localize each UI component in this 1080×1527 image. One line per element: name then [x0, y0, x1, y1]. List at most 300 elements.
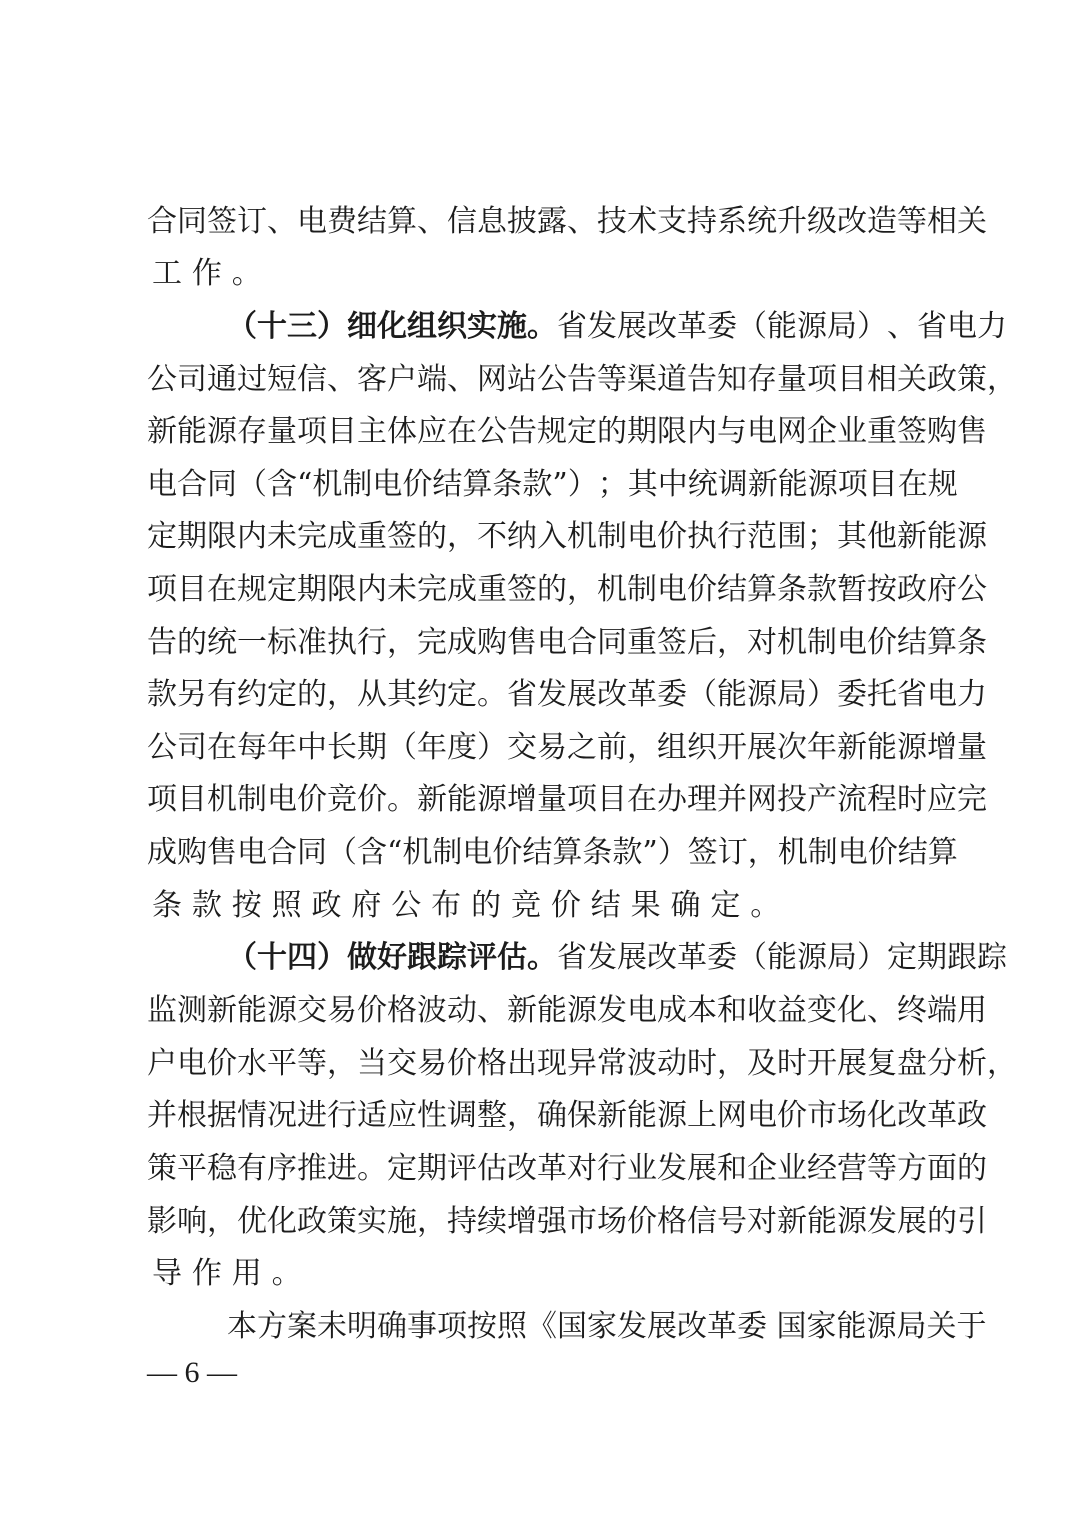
- body-char: 益: [777, 993, 807, 1028]
- body-char: 术: [627, 204, 657, 239]
- body-char: 和: [717, 993, 747, 1028]
- body-char: 工: [151, 256, 182, 291]
- body-char: 项: [147, 572, 177, 607]
- body-char: 网: [477, 362, 507, 397]
- body-char: 新: [777, 1204, 807, 1239]
- body-char: 算: [927, 625, 957, 660]
- body-char: 公: [147, 730, 177, 765]
- body-char: 售: [507, 625, 537, 660]
- body-char: 。: [357, 1151, 387, 1186]
- body-char: 对: [567, 1151, 597, 1186]
- text-line: [147, 1096, 987, 1136]
- text-line: [147, 1254, 945, 1294]
- body-char: 条: [151, 888, 182, 923]
- body-char: 重: [357, 519, 387, 554]
- body-char: 组: [657, 730, 687, 765]
- body-char: 改: [647, 940, 677, 975]
- body-char: 应: [387, 1098, 417, 1133]
- body-char: 行: [597, 1151, 627, 1186]
- body-char: 机: [207, 782, 237, 817]
- body-char: 变: [807, 993, 837, 1028]
- body-char: 同: [207, 467, 237, 502]
- body-char: 期: [917, 940, 947, 975]
- body-char: 析: [957, 1046, 987, 1081]
- body-char: 整: [477, 1098, 507, 1133]
- body-char: 改: [507, 1151, 537, 1186]
- body-char: 告: [507, 414, 537, 449]
- section-heading-char: ）: [317, 940, 347, 975]
- body-char: 。: [231, 256, 262, 291]
- body-char: 主: [357, 414, 387, 449]
- body-char: 委: [707, 309, 737, 344]
- body-char: 新: [207, 993, 237, 1028]
- text-line: [147, 202, 987, 242]
- body-char: 新: [597, 1098, 627, 1133]
- body-char: 易: [417, 1046, 447, 1081]
- body-char: 进: [297, 1098, 327, 1133]
- body-char: 款: [612, 835, 643, 870]
- body-char: 展: [837, 1046, 867, 1081]
- text-line: [147, 1149, 987, 1189]
- body-char: 告: [567, 362, 597, 397]
- body-char: 政: [897, 572, 927, 607]
- body-char: 交: [507, 730, 537, 765]
- body-char: 内: [357, 572, 387, 607]
- body-char: 的: [537, 572, 567, 607]
- body-char: 价: [627, 1204, 657, 1239]
- body-char: 按: [467, 1309, 497, 1344]
- body-char: 源: [957, 519, 987, 554]
- body-char: 的: [177, 625, 207, 660]
- body-char: 竞: [327, 782, 357, 817]
- body-char: 定: [387, 1151, 417, 1186]
- body-char: 购: [927, 414, 957, 449]
- body-char: 强: [537, 1204, 567, 1239]
- body-char: 期: [627, 414, 657, 449]
- body-char: 改: [677, 1309, 707, 1344]
- body-char: 有: [207, 677, 237, 712]
- body-char: ）: [857, 309, 887, 344]
- body-char: [767, 1307, 777, 1347]
- body-char: ）: [857, 940, 887, 975]
- body-char: 目: [177, 572, 207, 607]
- body-char: 内: [237, 519, 267, 554]
- body-char: 根: [177, 1098, 207, 1133]
- body-char: 限: [207, 519, 237, 554]
- body-char: 局: [896, 1309, 927, 1344]
- body-char: 能: [867, 730, 897, 765]
- body-char: 家: [806, 1309, 837, 1344]
- body-char: ；: [597, 467, 628, 502]
- body-char: 发: [597, 993, 627, 1028]
- body-char: 电: [837, 625, 867, 660]
- body-char: 革: [927, 1098, 957, 1133]
- body-char: “: [387, 835, 403, 870]
- body-char: 其: [837, 519, 867, 554]
- body-char: 重: [627, 625, 657, 660]
- body-char: 价: [492, 835, 523, 870]
- body-char: 场: [837, 1098, 867, 1133]
- body-char: 成: [147, 835, 177, 870]
- body-char: 信: [687, 1204, 717, 1239]
- body-char: 电: [147, 467, 177, 502]
- body-char: 入: [537, 519, 567, 554]
- body-char: （: [737, 309, 767, 344]
- body-char: 用: [957, 993, 987, 1028]
- body-char: 信: [297, 362, 327, 397]
- body-char: 合: [147, 204, 177, 239]
- body-char: 电: [237, 835, 267, 870]
- section-heading-char: 三: [287, 309, 317, 344]
- text-line: [147, 254, 945, 294]
- body-char: 中: [657, 467, 688, 502]
- body-char: 波: [417, 993, 447, 1028]
- body-char: ，: [417, 1204, 447, 1239]
- body-char: 易: [327, 993, 357, 1028]
- body-char: 项: [297, 414, 327, 449]
- body-char: 号: [717, 1204, 747, 1239]
- body-char: 范: [747, 519, 777, 554]
- body-char: 完: [297, 519, 327, 554]
- body-char: 价: [657, 519, 687, 554]
- body-char: 能: [836, 1309, 867, 1344]
- body-char: 按: [231, 888, 262, 923]
- body-char: 。: [271, 1256, 302, 1291]
- body-char: ，: [987, 1046, 1017, 1081]
- body-char: 网: [717, 1098, 747, 1133]
- body-char: 款: [191, 888, 222, 923]
- body-char: 应: [417, 414, 447, 449]
- body-char: 估: [477, 1151, 507, 1186]
- body-char: 定: [267, 572, 297, 607]
- body-char: 在: [897, 467, 928, 502]
- body-char: 关: [926, 1309, 957, 1344]
- body-char: 业: [627, 1151, 657, 1186]
- body-char: 源: [747, 677, 777, 712]
- body-char: 年: [807, 730, 837, 765]
- body-char: 引: [957, 1204, 987, 1239]
- body-char: 定: [447, 677, 477, 712]
- body-char: 年: [417, 730, 447, 765]
- body-char: 购: [177, 835, 207, 870]
- body-char: 化: [867, 1098, 897, 1133]
- body-char: 从: [357, 677, 387, 712]
- body-char: 时: [687, 1046, 717, 1081]
- body-char: 的: [417, 519, 447, 554]
- body-char: 等: [597, 362, 627, 397]
- body-char: 电: [837, 835, 868, 870]
- body-char: 重: [867, 414, 897, 449]
- body-char: 短: [267, 362, 297, 397]
- body-char: 时: [897, 782, 927, 817]
- body-char: 展: [617, 940, 647, 975]
- body-char: ，: [507, 1098, 537, 1133]
- body-char: 府: [351, 888, 382, 923]
- body-char: 电: [657, 572, 687, 607]
- section-heading-char: 组: [407, 309, 437, 344]
- body-char: 其: [627, 467, 658, 502]
- body-char: 上: [687, 1098, 717, 1133]
- body-char: 订: [237, 204, 267, 239]
- body-char: 条: [777, 572, 807, 607]
- body-char: 款: [522, 467, 553, 502]
- body-char: 推: [297, 1151, 327, 1186]
- body-char: 展: [687, 1151, 717, 1186]
- text-line: [147, 623, 987, 663]
- body-char: 制: [807, 835, 838, 870]
- body-char: 合: [177, 467, 207, 502]
- body-char: 局: [827, 940, 857, 975]
- body-char: 流: [837, 782, 867, 817]
- body-char: 情: [237, 1098, 267, 1133]
- body-char: 告: [687, 362, 717, 397]
- body-char: 程: [867, 782, 897, 817]
- body-char: 能: [927, 519, 957, 554]
- body-char: 项: [807, 362, 837, 397]
- body-char: 增: [507, 782, 537, 817]
- body-char: 期: [357, 730, 387, 765]
- body-char: 源: [797, 940, 827, 975]
- body-char: 期: [177, 519, 207, 554]
- body-char: 、: [417, 204, 447, 239]
- body-char: 其: [387, 677, 417, 712]
- body-char: 化: [267, 1204, 297, 1239]
- body-char: 导: [151, 1256, 182, 1291]
- body-char: 。: [387, 782, 417, 817]
- body-char: 影: [147, 1204, 177, 1239]
- body-char: 适: [357, 1098, 387, 1133]
- body-char: 项: [837, 467, 868, 502]
- body-char: 定: [887, 940, 917, 975]
- body-char: 完: [957, 782, 987, 817]
- body-char: ，: [207, 1204, 237, 1239]
- body-char: 结: [897, 625, 927, 660]
- text-line: [147, 833, 958, 873]
- body-char: 场: [597, 1204, 627, 1239]
- body-char: 新: [507, 993, 537, 1028]
- body-char: 电: [267, 782, 297, 817]
- body-char: 算: [552, 835, 583, 870]
- body-char: （: [327, 835, 357, 870]
- body-char: 支: [657, 204, 687, 239]
- body-char: 业: [837, 414, 867, 449]
- body-char: 过: [237, 362, 267, 397]
- body-char: 量: [777, 362, 807, 397]
- body-char: 电: [537, 625, 567, 660]
- body-char: 项: [147, 782, 177, 817]
- body-char: 明: [347, 1309, 377, 1344]
- body-char: 等: [897, 204, 927, 239]
- body-char: 规: [237, 572, 267, 607]
- body-char: 他: [867, 519, 897, 554]
- body-char: 委: [707, 940, 737, 975]
- section-heading-char: 十: [257, 309, 287, 344]
- body-char: 定: [567, 414, 597, 449]
- body-char: 暂: [837, 572, 867, 607]
- body-char: 限: [657, 414, 687, 449]
- body-char: ”: [552, 467, 568, 502]
- text-line: [147, 991, 987, 1031]
- body-char: 策: [957, 362, 987, 397]
- body-char: 竞: [510, 888, 541, 923]
- body-char: 机: [567, 519, 597, 554]
- page-number: — 6 —: [147, 1356, 237, 1389]
- section-heading-char: 化: [377, 309, 407, 344]
- body-char: 完: [417, 572, 447, 607]
- body-char: 中: [297, 730, 327, 765]
- body-char: 织: [687, 730, 717, 765]
- body-char: 源: [477, 782, 507, 817]
- text-line: [147, 517, 987, 557]
- body-char: 息: [477, 204, 507, 239]
- body-char: 含: [267, 467, 297, 502]
- body-char: 革: [537, 1151, 567, 1186]
- body-char: 期: [297, 572, 327, 607]
- body-char: 告: [147, 625, 177, 660]
- body-char: 展: [747, 730, 777, 765]
- body-char: 次: [777, 730, 807, 765]
- text-line: [147, 780, 987, 820]
- body-char: 价: [357, 782, 387, 817]
- body-char: 国: [776, 1309, 807, 1344]
- body-char: 量: [267, 414, 297, 449]
- section-heading-char: ）: [317, 309, 347, 344]
- body-char: ）: [807, 677, 837, 712]
- body-char: 目: [597, 782, 627, 817]
- body-char: ，: [447, 519, 477, 554]
- body-char: 成: [327, 519, 357, 554]
- body-char: 价: [867, 625, 897, 660]
- body-char: （: [237, 467, 267, 502]
- section-heading-char: 评: [467, 940, 497, 975]
- body-char: ；: [807, 519, 837, 554]
- body-char: 统: [207, 625, 237, 660]
- body-char: 约: [237, 677, 267, 712]
- body-char: 目: [327, 414, 357, 449]
- body-char: 市: [567, 1204, 597, 1239]
- body-char: 道: [657, 362, 687, 397]
- body-char: 企: [807, 414, 837, 449]
- body-char: 力: [977, 309, 1007, 344]
- body-char: 发: [617, 1309, 647, 1344]
- body-char: 费: [327, 204, 357, 239]
- body-char: 机: [777, 835, 808, 870]
- section-heading-char: 踪: [437, 940, 467, 975]
- body-char: 定: [710, 888, 741, 923]
- body-char: 公: [957, 572, 987, 607]
- body-char: 制: [627, 572, 657, 607]
- body-char: 电: [627, 993, 657, 1028]
- body-char: 调: [447, 1098, 477, 1133]
- body-char: 动: [657, 1046, 687, 1081]
- section-heading-char: 实: [467, 309, 497, 344]
- body-char: 增: [927, 730, 957, 765]
- body-char: 。: [477, 677, 507, 712]
- body-char: 制: [807, 625, 837, 660]
- body-char: 条: [582, 835, 613, 870]
- body-char: 未: [267, 519, 297, 554]
- body-char: 能: [767, 309, 797, 344]
- body-char: 复: [867, 1046, 897, 1081]
- body-char: 序: [267, 1151, 297, 1186]
- body-char: 作: [191, 1256, 222, 1291]
- body-char: 源: [267, 993, 297, 1028]
- body-char: 平: [177, 1151, 207, 1186]
- body-char: 策: [327, 1204, 357, 1239]
- body-char: 办: [657, 782, 687, 817]
- body-char: 测: [177, 993, 207, 1028]
- body-char: 成: [447, 572, 477, 607]
- body-char: 业: [777, 1151, 807, 1186]
- body-char: 重: [477, 572, 507, 607]
- body-char: 理: [687, 782, 717, 817]
- body-char: 价: [867, 835, 898, 870]
- body-char: 签: [897, 414, 927, 449]
- body-char: 能: [447, 782, 477, 817]
- body-char: 革: [627, 677, 657, 712]
- body-char: 机: [597, 572, 627, 607]
- body-char: 发: [867, 1204, 897, 1239]
- body-char: ，: [327, 677, 357, 712]
- body-char: 限: [327, 572, 357, 607]
- body-char: 相: [867, 362, 897, 397]
- text-line: [147, 1202, 987, 1242]
- text-line: [227, 938, 1007, 978]
- body-char: 项: [567, 782, 597, 817]
- body-char: 、: [327, 362, 357, 397]
- body-char: 制: [342, 467, 373, 502]
- body-char: 电: [947, 309, 977, 344]
- body-char: 本: [227, 1309, 257, 1344]
- body-char: 格: [387, 993, 417, 1028]
- body-char: 于: [956, 1309, 987, 1344]
- body-char: 格: [657, 1204, 687, 1239]
- body-char: 波: [627, 1046, 657, 1081]
- body-char: 价: [447, 1046, 477, 1081]
- body-char: 源: [207, 414, 237, 449]
- body-char: 续: [477, 1204, 507, 1239]
- body-char: 本: [687, 993, 717, 1028]
- body-char: 能: [767, 940, 797, 975]
- body-char: 准: [297, 625, 327, 660]
- section-heading-char: 施: [497, 309, 527, 344]
- section-heading-char: 织: [437, 309, 467, 344]
- body-char: 响: [177, 1204, 207, 1239]
- body-char: 执: [687, 519, 717, 554]
- body-char: 增: [507, 1204, 537, 1239]
- body-char: 价: [297, 782, 327, 817]
- body-char: 应: [927, 782, 957, 817]
- body-char: 据: [207, 1098, 237, 1133]
- body-char: 持: [447, 1204, 477, 1239]
- body-char: 价: [402, 467, 433, 502]
- body-char: 源: [567, 993, 597, 1028]
- body-char: 与: [717, 414, 747, 449]
- body-char: 当: [357, 1046, 387, 1081]
- body-char: 结: [897, 835, 928, 870]
- body-char: 结: [590, 888, 621, 923]
- body-char: 行: [357, 625, 387, 660]
- body-char: 等: [867, 1151, 897, 1186]
- body-char: 按: [867, 572, 897, 607]
- body-char: 升: [777, 204, 807, 239]
- body-char: 在: [207, 572, 237, 607]
- body-char: 确: [670, 888, 701, 923]
- body-char: 等: [297, 1046, 327, 1081]
- body-char: 电: [177, 1046, 207, 1081]
- body-char: 期: [417, 1151, 447, 1186]
- body-char: 电: [627, 519, 657, 554]
